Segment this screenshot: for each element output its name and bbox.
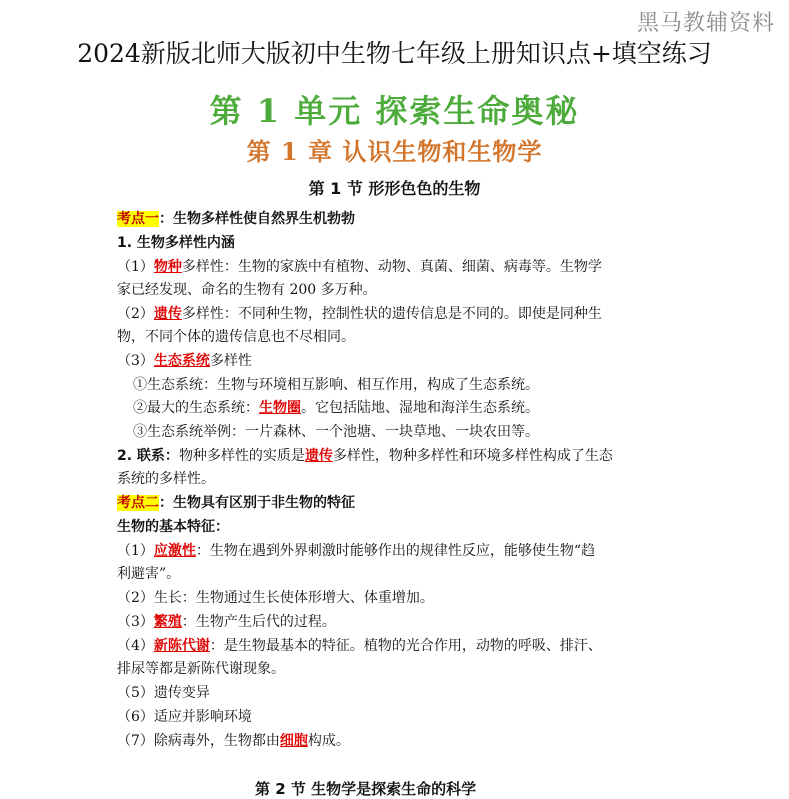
feature-4-rest: ：是生物最基本的特征。植物的光合作用，动物的呼吸、排汗、 [209, 638, 602, 654]
kp1-heading [117, 209, 355, 229]
item-2-key: 遗传 [153, 306, 182, 322]
feature-1-cont: 利避害”。 [117, 566, 181, 582]
item-1-rest: 多样性：生物的家族中有植物、动物、真菌、细菌、病毒等。生物学 [181, 259, 602, 275]
document-title: 2024新版北师大版初中生物七年级上册知识点+填空练习 [77, 39, 712, 68]
feature-3-rest: ：生物产生后代的过程。 [181, 614, 336, 630]
item-3 [117, 351, 252, 371]
feature-4 [117, 636, 602, 656]
feature-1 [117, 541, 595, 561]
feature-7-rest: 构成。 [307, 733, 350, 749]
item-2 [117, 304, 602, 324]
feature-1-key: 应激性 [153, 543, 196, 559]
unit-title: 第 1 单元 探索生命奥秘 [209, 92, 580, 130]
chapter-title: 第 1 章 认识生物和生物学 [246, 137, 543, 166]
item-1-cont: 家已经发现、命名的生物有 200 多万种。 [117, 282, 377, 298]
item-2-rest: 多样性：不同种生物，控制性状的遗传信息是不同的。即使是同种生 [181, 306, 602, 322]
kp2-heading [117, 493, 355, 513]
item-2-pre: （2） [117, 306, 154, 322]
feature-4-key: 新陈代谢 [153, 638, 210, 654]
feature-4-pre: （4） [117, 638, 154, 654]
item-2-cont: 物，不同个体的遗传信息也不尽相同。 [117, 329, 355, 345]
link-key: 遗传 [304, 448, 333, 464]
feature-3-pre: （3） [117, 614, 154, 630]
h2-heading: 生物的基本特征： [117, 519, 229, 535]
sub-item-2 [133, 398, 539, 418]
link-paragraph [117, 446, 613, 466]
feature-7-key: 细胞 [279, 733, 308, 749]
item-3-pre: （3） [117, 353, 154, 369]
link-pre: 2. 联系： [117, 448, 179, 464]
feature-1-pre: （1） [117, 543, 154, 559]
kp2-tag: 考点二 [117, 495, 159, 511]
feature-7-pre: （7）除病毒外，生物都由 [117, 733, 280, 749]
feature-1-rest: ：生物在遇到外界刺激时能够作出的规律性反应，能够使生物“趋 [195, 543, 596, 559]
kp1-tag: 考点一 [117, 211, 159, 227]
kp2-text: ：生物具有区别于非生物的特征 [159, 495, 355, 511]
feature-3-key: 繁殖 [153, 614, 182, 630]
link-a: 物种多样性的实质是 [178, 448, 305, 464]
feature-3 [117, 612, 336, 632]
h1-heading: 1. 生物多样性内涵 [117, 235, 235, 251]
sub-item-2-rest: 。它包括陆地、湿地和海洋生态系统。 [301, 400, 539, 416]
link-cont: 系统的多样性。 [117, 471, 215, 487]
next-section-title: 第 2 节 生物学是探索生命的科学 [255, 780, 477, 798]
item-1-pre: （1） [117, 259, 154, 275]
sub-item-3: ③生态系统举例：一片森林、一个池塘、一块草地、一块农田等。 [133, 424, 539, 440]
item-1 [117, 257, 602, 277]
watermark: 黑马教辅资料 [636, 11, 775, 36]
sub-item-2-key: 生物圈 [259, 400, 301, 416]
feature-7 [117, 731, 350, 751]
section-title: 第 1 节 形形色色的生物 [308, 179, 481, 198]
feature-6: （6）适应并影响环境 [117, 709, 252, 725]
feature-2: （2）生长：生物通过生长使体形增大、体重增加。 [117, 590, 434, 606]
sub-item-1: ①生态系统：生物与环境相互影响、相互作用，构成了生态系统。 [133, 377, 539, 393]
item-1-key: 物种 [153, 259, 182, 275]
kp1-text: ：生物多样性使自然界生机勃勃 [159, 211, 355, 227]
item-3-key: 生态系统 [153, 353, 210, 369]
feature-4-cont: 排尿等都是新陈代谢现象。 [117, 661, 285, 677]
sub-item-2-pre: ②最大的生态系统： [133, 400, 259, 416]
item-3-rest: 多样性 [209, 353, 252, 369]
feature-5: （5）遗传变异 [117, 685, 210, 701]
link-b: 多样性，物种多样性和环境多样性构成了生态 [332, 448, 613, 464]
